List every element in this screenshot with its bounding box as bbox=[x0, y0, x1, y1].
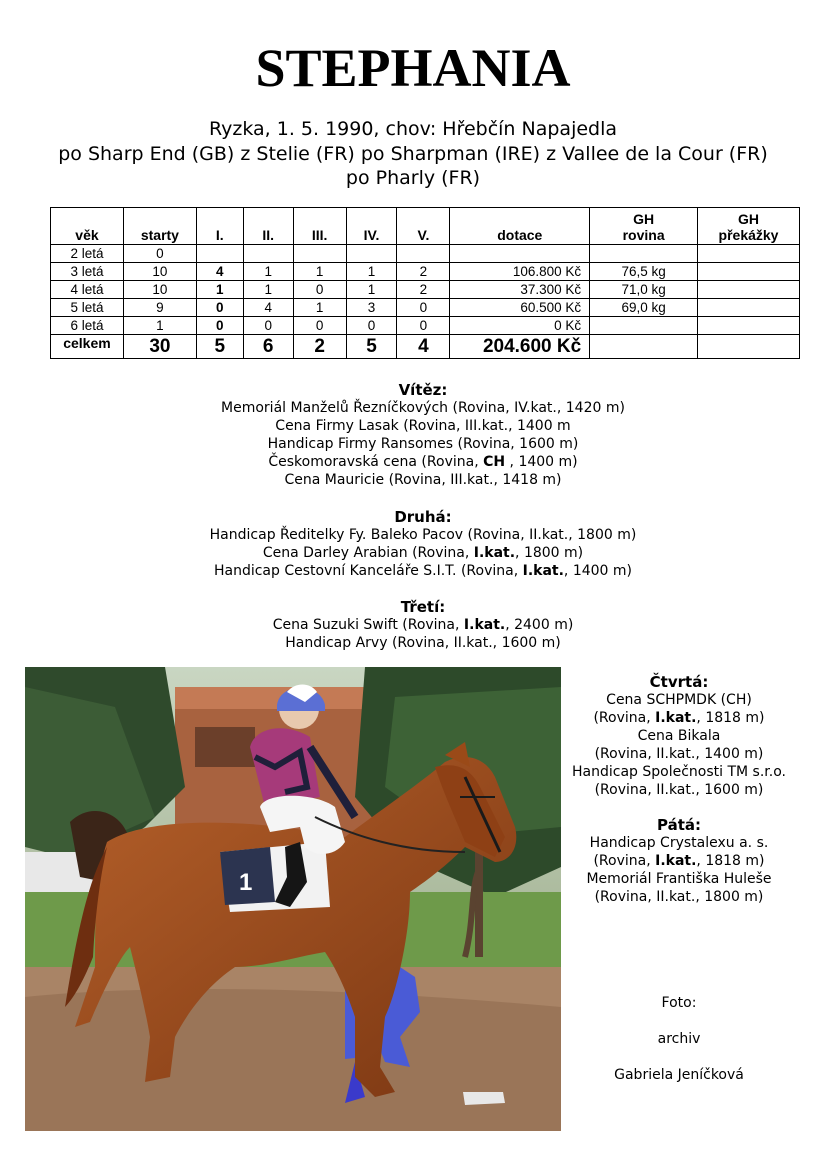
cell-p5 bbox=[397, 245, 450, 263]
race-entry-text: (Rovina, bbox=[593, 710, 656, 726]
race-entry: Handicap Firmy Ransomes (Rovina, 1600 m) bbox=[267, 436, 579, 452]
total-p4: 5 bbox=[346, 335, 397, 359]
cell-p2: 1 bbox=[243, 281, 293, 299]
winner-section bbox=[0, 381, 826, 489]
cell-prize bbox=[450, 245, 590, 263]
table-row bbox=[51, 281, 800, 299]
saddle-number: 1 bbox=[239, 869, 253, 896]
cell-p5: 2 bbox=[397, 263, 450, 281]
cell-p3: 1 bbox=[293, 299, 346, 317]
total-prize: 204.600 Kč bbox=[450, 335, 590, 359]
race-entry: Handicap Ředitelky Fy. Baleko Pacov (Rovina, II.kat., 1800 m) bbox=[209, 527, 637, 543]
cell-p1: 4 bbox=[196, 263, 243, 281]
race-category: CH bbox=[483, 454, 506, 470]
race-category: I.kat. bbox=[655, 853, 697, 869]
cell-p3: 0 bbox=[293, 281, 346, 299]
pedigree-line-2: po Pharly (FR) bbox=[345, 167, 481, 189]
cell-gh-flat bbox=[590, 245, 698, 263]
fourth-place-section bbox=[566, 673, 792, 799]
cell-p3 bbox=[293, 245, 346, 263]
total-p5: 4 bbox=[397, 335, 450, 359]
cell-prize: 106.800 Kč bbox=[450, 263, 590, 281]
race-entry-text: , 1818 m) bbox=[696, 853, 765, 869]
race-category: I.kat. bbox=[655, 710, 697, 726]
race-stats-table bbox=[50, 207, 800, 359]
cell-prize: 60.500 Kč bbox=[450, 299, 590, 317]
cell-gh-flat: 71,0 kg bbox=[590, 281, 698, 299]
cell-gh-hurdle bbox=[698, 245, 800, 263]
race-entry-text: , 1818 m) bbox=[696, 710, 765, 726]
race-entry-text: Cena Darley Arabian (Rovina, bbox=[262, 545, 474, 561]
horse-photo bbox=[25, 667, 561, 1131]
cell-starts: 10 bbox=[123, 281, 196, 299]
race-entry: Memoriál Františka Huleše bbox=[586, 871, 772, 887]
total-starts: 30 bbox=[123, 335, 196, 359]
cell-p2: 4 bbox=[243, 299, 293, 317]
fifth-place-section bbox=[566, 816, 792, 906]
cell-gh-flat bbox=[590, 317, 698, 335]
header-age: věk bbox=[51, 208, 124, 245]
cell-gh-flat: 69,0 kg bbox=[590, 299, 698, 317]
second-place-section bbox=[0, 508, 826, 580]
cell-p3: 0 bbox=[293, 317, 346, 335]
total-p1: 5 bbox=[196, 335, 243, 359]
cell-age: 6 letá bbox=[51, 317, 124, 335]
cell-age: 2 letá bbox=[51, 245, 124, 263]
cell-p1: 1 bbox=[196, 281, 243, 299]
race-category: I.kat. bbox=[473, 545, 516, 561]
race-category: I.kat. bbox=[463, 617, 506, 633]
cell-p2: 1 bbox=[243, 263, 293, 281]
header-gh-hurdle: GH překážky bbox=[698, 208, 800, 245]
race-entry: Cena Firmy Lasak (Rovina, III.kat., 1400 m bbox=[275, 418, 571, 434]
photo-credit-author: Gabriela Jeníčková bbox=[614, 1067, 744, 1083]
cell-p4: 0 bbox=[346, 317, 397, 335]
table-row bbox=[51, 299, 800, 317]
header-starts: starty bbox=[123, 208, 196, 245]
race-entry bbox=[0, 544, 826, 562]
race-entry-text: , 2400 m) bbox=[505, 617, 574, 633]
race-entry-text: (Rovina, bbox=[593, 853, 656, 869]
cell-p5: 0 bbox=[397, 299, 450, 317]
cell-gh-flat: 76,5 kg bbox=[590, 263, 698, 281]
race-entry-text: Českomoravská cena (Rovina, bbox=[268, 454, 484, 470]
header-first: I. bbox=[196, 208, 243, 245]
cell-starts: 10 bbox=[123, 263, 196, 281]
race-entry-text: , 1400 m) bbox=[505, 454, 578, 470]
cell-p4: 1 bbox=[346, 281, 397, 299]
table-row bbox=[51, 263, 800, 281]
cell-p2 bbox=[243, 245, 293, 263]
total-gh-flat bbox=[590, 335, 698, 359]
race-entry: Cena Mauricie (Rovina, III.kat., 1418 m) bbox=[284, 472, 562, 488]
race-entry bbox=[0, 453, 826, 471]
cell-starts: 0 bbox=[123, 245, 196, 263]
cell-gh-hurdle bbox=[698, 317, 800, 335]
page-title: STEPHANIA bbox=[255, 38, 571, 98]
cell-p1: 0 bbox=[196, 317, 243, 335]
race-entry: Handicap Crystalexu a. s. bbox=[589, 835, 769, 851]
second-heading: Druhá: bbox=[394, 508, 452, 526]
header-fifth: V. bbox=[397, 208, 450, 245]
cell-p4 bbox=[346, 245, 397, 263]
cell-gh-hurdle bbox=[698, 299, 800, 317]
race-entry: Handicap Arvy (Rovina, II.kat., 1600 m) bbox=[285, 635, 561, 651]
total-p2: 6 bbox=[243, 335, 293, 359]
race-entry: Handicap Společnosti TM s.r.o. bbox=[572, 764, 786, 780]
table-row bbox=[51, 245, 800, 263]
race-entry bbox=[566, 852, 792, 870]
table-total-row bbox=[51, 335, 800, 359]
cell-prize: 0 Kč bbox=[450, 317, 590, 335]
cell-p2: 0 bbox=[243, 317, 293, 335]
cell-gh-hurdle bbox=[698, 263, 800, 281]
header-prize: dotace bbox=[450, 208, 590, 245]
cell-p1 bbox=[196, 245, 243, 263]
race-entry: Memoriál Manželů Řezníčkových (Rovina, IV.kat., 1420 m) bbox=[221, 400, 625, 416]
third-place-section bbox=[0, 598, 826, 652]
race-entry-text: , 1400 m) bbox=[563, 563, 633, 579]
race-entry-text: Cena Suzuki Swift (Rovina, bbox=[272, 617, 464, 633]
winner-heading: Vítěz: bbox=[398, 381, 448, 399]
race-entry: Cena Bikala bbox=[637, 728, 721, 744]
third-heading: Třetí: bbox=[400, 598, 446, 616]
cell-prize: 37.300 Kč bbox=[450, 281, 590, 299]
race-entry: (Rovina, II.kat., 1800 m) bbox=[594, 889, 764, 905]
race-category: I.kat. bbox=[522, 563, 564, 579]
race-entry: (Rovina, II.kat., 1600 m) bbox=[594, 782, 764, 798]
cell-p5: 0 bbox=[397, 317, 450, 335]
photo-credit-label: Foto: bbox=[661, 995, 697, 1011]
header-second: II. bbox=[243, 208, 293, 245]
cell-p4: 1 bbox=[346, 263, 397, 281]
total-gh-hurdle bbox=[698, 335, 800, 359]
race-entry bbox=[0, 616, 826, 634]
cell-p4: 3 bbox=[346, 299, 397, 317]
race-entry-text: , 1800 m) bbox=[515, 545, 584, 561]
header-fourth: IV. bbox=[346, 208, 397, 245]
cell-age: 4 letá bbox=[51, 281, 124, 299]
race-entry bbox=[566, 709, 792, 727]
birth-info: Ryzka, 1. 5. 1990, chov: Hřebčín Napajedla bbox=[208, 118, 618, 140]
cell-age: 3 letá bbox=[51, 263, 124, 281]
cell-starts: 9 bbox=[123, 299, 196, 317]
horse-photo-image bbox=[25, 667, 561, 1131]
table-row bbox=[51, 317, 800, 335]
total-p3: 2 bbox=[293, 335, 346, 359]
photo-credit-source: archiv bbox=[657, 1031, 701, 1047]
fourth-heading: Čtvrtá: bbox=[649, 673, 709, 691]
race-entry-text: Handicap Cestovní Kanceláře S.I.T. (Rovina, bbox=[213, 563, 523, 579]
header-third: III. bbox=[293, 208, 346, 245]
cell-starts: 1 bbox=[123, 317, 196, 335]
pedigree-line: po Sharp End (GB) z Stelie (FR) po Sharpman (IRE) z Vallee de la Cour (FR) bbox=[58, 143, 768, 165]
race-entry: (Rovina, II.kat., 1400 m) bbox=[594, 746, 764, 762]
race-entry: Cena SCHPMDK (CH) bbox=[606, 692, 752, 708]
header-gh-flat: GH rovina bbox=[590, 208, 698, 245]
cell-p3: 1 bbox=[293, 263, 346, 281]
fifth-heading: Pátá: bbox=[656, 816, 701, 834]
cell-p5: 2 bbox=[397, 281, 450, 299]
cell-age: 5 letá bbox=[51, 299, 124, 317]
table-header-row bbox=[51, 208, 800, 245]
cell-p1: 0 bbox=[196, 299, 243, 317]
cell-gh-hurdle bbox=[698, 281, 800, 299]
total-label: celkem bbox=[51, 335, 124, 359]
race-entry bbox=[0, 562, 826, 580]
